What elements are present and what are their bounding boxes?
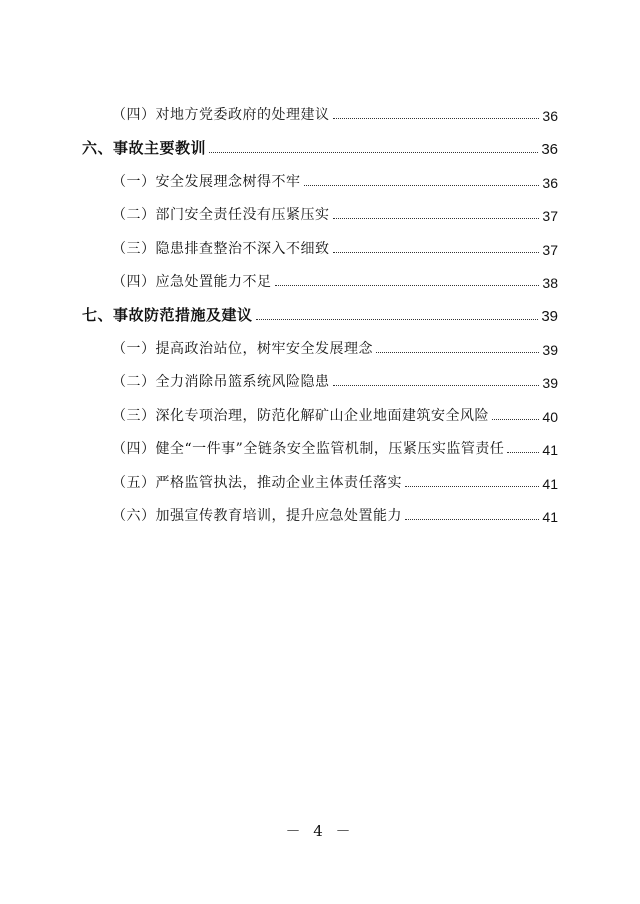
toc-entry-label: 七、事故防范措施及建议 (82, 306, 253, 324)
toc-entry-label: （一）安全发展理念树得不牢 (112, 174, 301, 190)
dot-leader (209, 152, 538, 153)
toc-entry[interactable] (112, 169, 558, 191)
toc-entry[interactable] (112, 369, 558, 391)
dot-leader (405, 519, 539, 520)
toc-entry-page: 39 (542, 375, 558, 391)
toc-entry-page: 36 (542, 108, 558, 124)
toc-section-heading[interactable] (82, 303, 558, 325)
dot-leader (304, 185, 540, 186)
toc-entry-label: （三）深化专项治理，防范化解矿山企业地面建筑安全风险 (112, 408, 489, 424)
dot-leader (333, 118, 540, 119)
toc-entry-label: （四）对地方党委政府的处理建议 (112, 107, 330, 123)
toc-entry[interactable] (112, 436, 558, 458)
toc-entry-label: 六、事故主要教训 (82, 139, 207, 157)
dot-leader (507, 452, 539, 453)
toc-entry[interactable] (112, 269, 558, 291)
toc-entry-page: 37 (542, 208, 558, 224)
dot-leader (492, 419, 539, 420)
toc-entry-label: （四）健全“一件事”全链条安全监管机制，压紧压实监管责任 (112, 441, 505, 457)
page-number: － 4 － (285, 822, 355, 840)
toc-entry[interactable] (112, 470, 558, 492)
dot-leader (256, 319, 539, 320)
toc-entry-page: 36 (542, 175, 558, 191)
dot-leader (376, 352, 539, 353)
toc-entry[interactable] (112, 403, 558, 425)
dot-leader (333, 218, 540, 219)
toc-entry-label: （一）提高政治站位，树牢安全发展理念 (112, 341, 373, 357)
toc-entry-label: （六）加强宣传教育培训，提升应急处置能力 (112, 508, 402, 524)
dot-leader (333, 252, 540, 253)
toc-entry-page: 40 (542, 409, 558, 425)
toc-entry-page: 41 (542, 476, 558, 492)
toc-entry-page: 37 (542, 242, 558, 258)
toc-section-heading[interactable] (82, 136, 558, 158)
toc-entry-label: （五）严格监管执法，推动企业主体责任落实 (112, 475, 402, 491)
dot-leader (275, 285, 540, 286)
toc-entry-page: 39 (541, 308, 558, 325)
toc-entry[interactable] (112, 236, 558, 258)
toc-entry-page: 39 (542, 342, 558, 358)
dot-leader (405, 486, 539, 487)
toc-entry-label: （四）应急处置能力不足 (112, 274, 272, 290)
toc-entry-page: 38 (542, 275, 558, 291)
toc-entry-page: 41 (542, 442, 558, 458)
toc-entry-page: 41 (542, 509, 558, 525)
toc-entry[interactable] (112, 336, 558, 358)
dot-leader (333, 385, 540, 386)
toc-entry[interactable] (112, 202, 558, 224)
toc-entry[interactable] (112, 102, 558, 124)
toc-entry-label: （二）全力消除吊篮系统风险隐患 (112, 374, 330, 390)
toc-entry-label: （三）隐患排查整治不深入不细致 (112, 241, 330, 257)
toc-entry[interactable] (112, 503, 558, 525)
toc-entry-page: 36 (541, 141, 558, 158)
toc-entry-label: （二）部门安全责任没有压紧压实 (112, 207, 330, 223)
